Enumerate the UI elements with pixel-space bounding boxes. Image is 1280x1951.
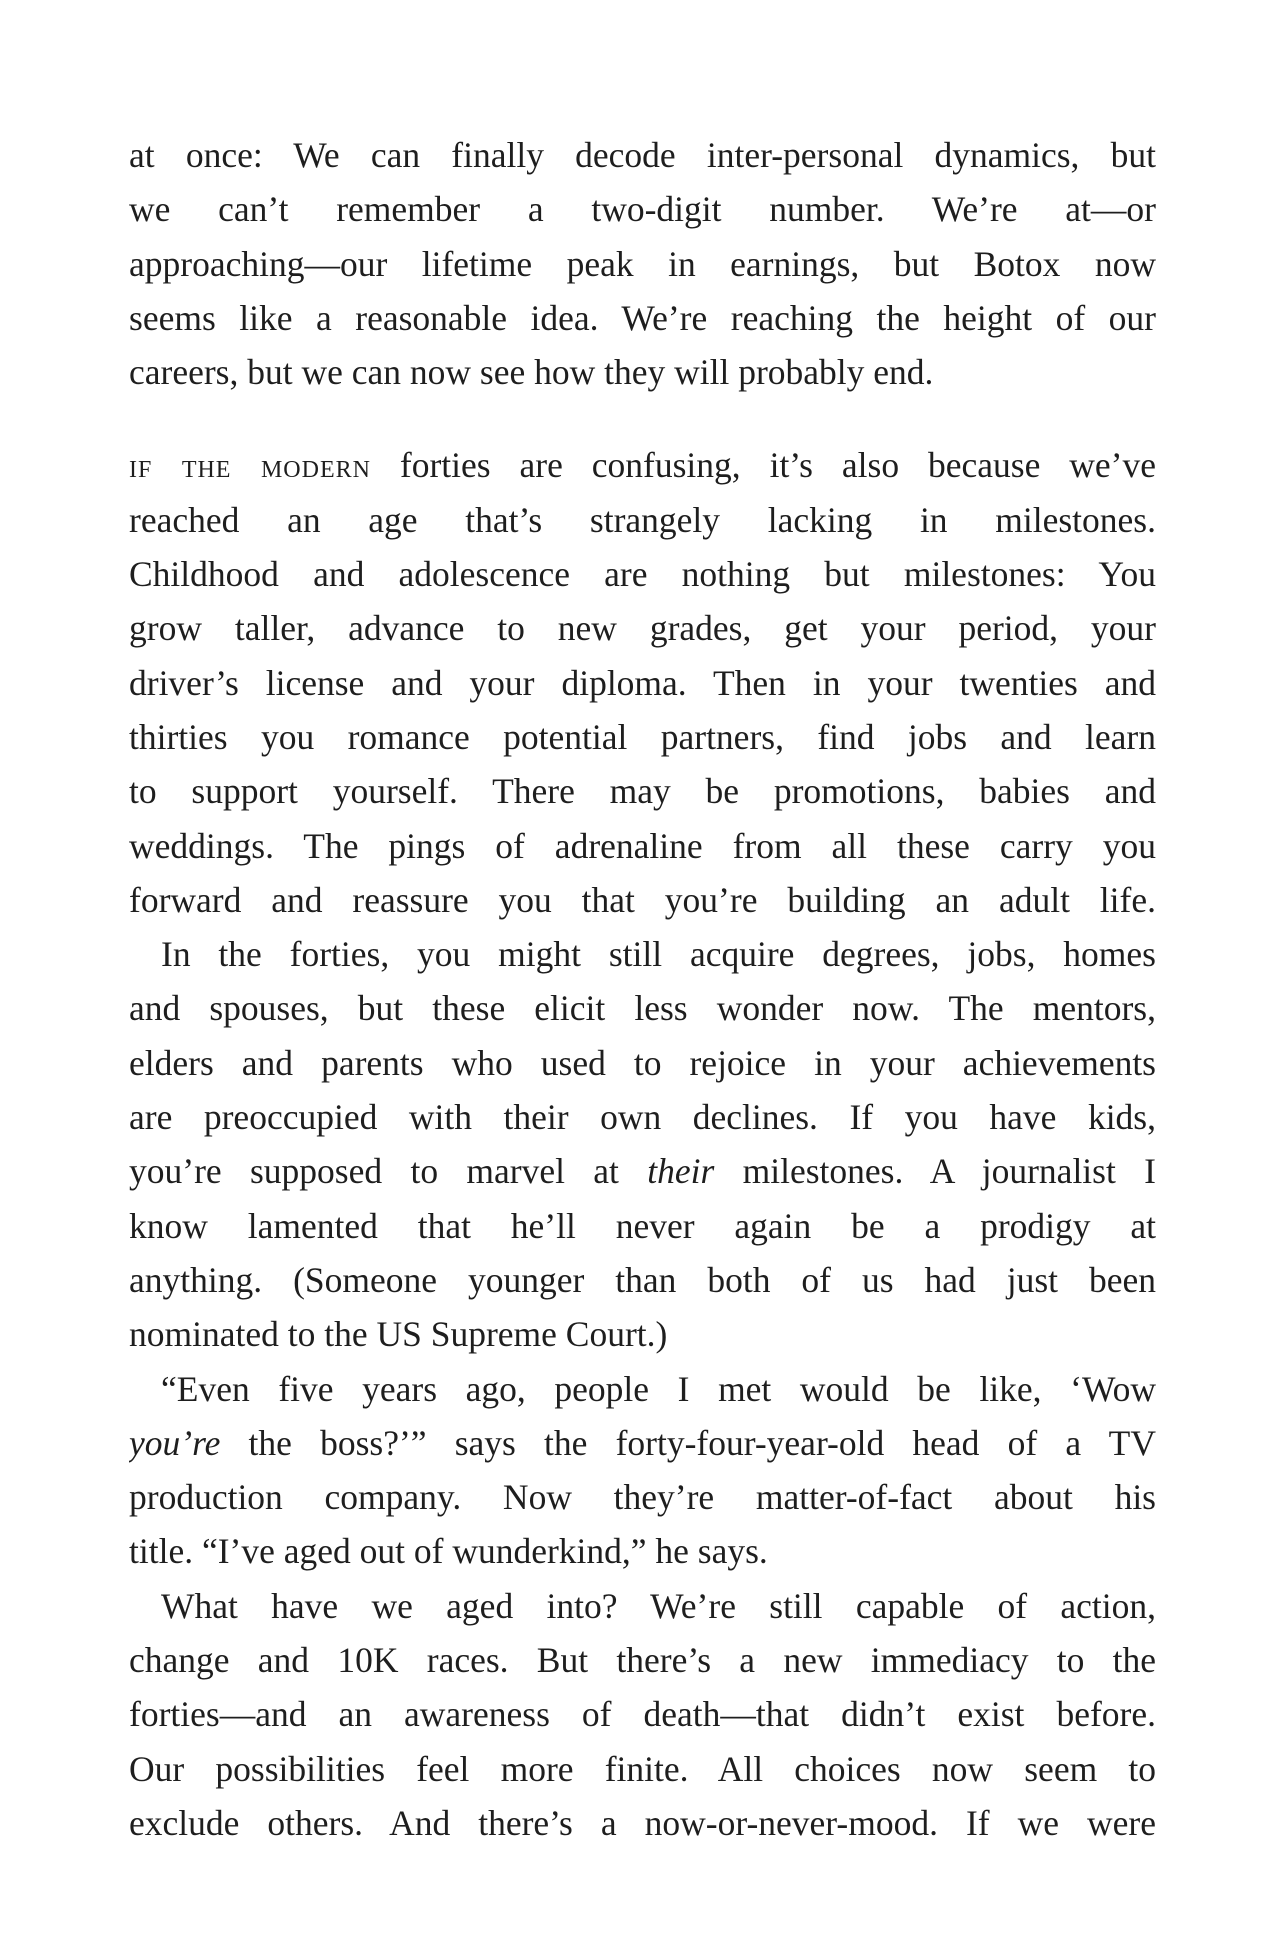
text-line bbox=[129, 291, 1156, 345]
text-line bbox=[129, 1144, 1156, 1198]
text-line bbox=[129, 237, 1156, 291]
text-segment: elders and parents who used to rejoice in your achievements bbox=[129, 1042, 1156, 1083]
text-segment: title. “I’ve aged out of wunderkind,” he says. bbox=[129, 1531, 768, 1572]
text-segment: are preoccupied with their own declines. If you have kids, bbox=[129, 1097, 1156, 1138]
text-line bbox=[129, 1416, 1156, 1470]
text-segment: know lamented that he’ll never again be a prodigy at bbox=[129, 1205, 1156, 1246]
text-segment: Our possibilities feel more finite. All choices now seem to bbox=[129, 1748, 1156, 1789]
text-segment: careers, but we can now see how they will probably end. bbox=[129, 352, 934, 393]
text-segment: seems like a reasonable idea. We’re reaching the height of our bbox=[129, 297, 1156, 338]
paragraph bbox=[129, 438, 1156, 927]
text-line bbox=[129, 1199, 1156, 1253]
text-line bbox=[129, 1524, 1156, 1578]
text-segment: at once: We can finally decode inter-personal dynamics, but bbox=[129, 135, 1156, 175]
text-segment: milestones. A journalist I bbox=[714, 1151, 1156, 1192]
text-line bbox=[129, 927, 1156, 981]
text-line bbox=[129, 128, 1156, 182]
text-line bbox=[129, 438, 1156, 492]
text-segment: we can’t remember a two-digit number. We’re at—or bbox=[129, 189, 1156, 230]
text-line bbox=[129, 1253, 1156, 1307]
text-line bbox=[129, 1742, 1156, 1796]
text-line bbox=[129, 1687, 1156, 1741]
text-segment: change and 10K races. But there’s a new immediacy to the bbox=[129, 1640, 1156, 1681]
text-line bbox=[129, 981, 1156, 1035]
text-segment: you’re supposed to marvel at bbox=[129, 1151, 648, 1192]
italic-text: their bbox=[647, 1151, 715, 1192]
text-segment: Childhood and adolescence are nothing but milestones: You bbox=[129, 554, 1156, 595]
text-line bbox=[129, 1362, 1156, 1416]
paragraph bbox=[129, 1362, 1156, 1579]
text-line bbox=[129, 547, 1156, 601]
text-line bbox=[129, 345, 1156, 399]
text-line bbox=[129, 873, 1156, 927]
text-segment: and spouses, but these elicit less wonder now. The mentors, bbox=[129, 988, 1156, 1029]
paragraph bbox=[129, 128, 1156, 399]
text-segment: weddings. The pings of adrenaline from all these carry you bbox=[129, 825, 1156, 866]
text-segment: nominated to the US Supreme Court.) bbox=[129, 1314, 668, 1355]
text-line bbox=[129, 1579, 1156, 1633]
text-line bbox=[129, 710, 1156, 764]
text-line bbox=[129, 601, 1156, 655]
small-caps-lead-in: if the modern bbox=[129, 448, 371, 486]
text-line bbox=[129, 1036, 1156, 1090]
paragraph bbox=[129, 1579, 1156, 1850]
text-segment: anything. (Someone younger than both of us had just been bbox=[129, 1259, 1156, 1300]
text-segment: forties are confusing, it’s also because we’ve bbox=[370, 445, 1156, 486]
text-segment: production company. Now they’re matter-of-fact about his bbox=[129, 1477, 1156, 1518]
text-segment: driver’s license and your diploma. Then in your twenties and bbox=[129, 662, 1156, 703]
text-segment: reached an age that’s strangely lacking in milestones. bbox=[129, 499, 1156, 540]
text-line bbox=[129, 1633, 1156, 1687]
text-segment: approaching—our lifetime peak in earnings, but Botox now bbox=[129, 243, 1156, 284]
paragraph bbox=[129, 927, 1156, 1361]
text-segment: grow taller, advance to new grades, get your period, your bbox=[129, 608, 1156, 649]
text-segment: What have we aged into? We’re still capable of action, bbox=[161, 1585, 1156, 1626]
text-line bbox=[129, 764, 1156, 818]
text-line bbox=[129, 656, 1156, 710]
text-line bbox=[129, 1796, 1156, 1850]
text-line bbox=[129, 819, 1156, 873]
book-page-text bbox=[129, 128, 1156, 1850]
text-line bbox=[129, 1470, 1156, 1524]
text-segment: exclude others. And there’s a now-or-never-mood. If we were bbox=[129, 1802, 1156, 1843]
text-line bbox=[129, 1307, 1156, 1361]
text-segment: “Even five years ago, people I met would be like, ‘Wow bbox=[161, 1368, 1156, 1409]
text-line bbox=[129, 493, 1156, 547]
text-segment: forward and reassure you that you’re building an adult life. bbox=[129, 879, 1156, 920]
text-segment: forties—and an awareness of death—that didn’t exist before. bbox=[129, 1694, 1156, 1735]
text-line bbox=[129, 1090, 1156, 1144]
text-line bbox=[129, 182, 1156, 236]
text-segment: the boss?’” says the forty-four-year-old head of a TV bbox=[220, 1422, 1156, 1463]
text-segment: thirties you romance potential partners, find jobs and learn bbox=[129, 716, 1156, 757]
text-segment: to support yourself. There may be promotions, babies and bbox=[129, 771, 1156, 812]
italic-text: you’re bbox=[129, 1422, 221, 1463]
text-segment: In the forties, you might still acquire degrees, jobs, homes bbox=[161, 934, 1156, 975]
